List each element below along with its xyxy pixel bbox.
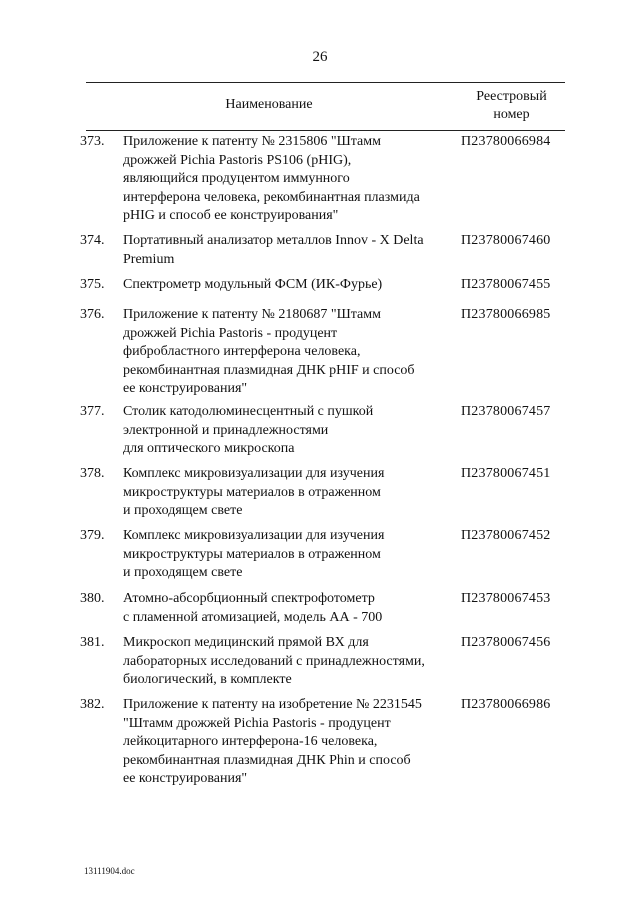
row-number: 377. bbox=[80, 404, 105, 419]
row-number: 376. bbox=[80, 307, 105, 322]
row-number: 374. bbox=[80, 233, 105, 248]
page-number: 26 bbox=[312, 49, 328, 65]
row-number: 380. bbox=[80, 591, 105, 606]
row-registry-number: П23780067451 bbox=[461, 466, 551, 481]
row-registry-number: П23780067452 bbox=[461, 528, 551, 543]
row-description: Комплекс микровизуализации для изучения микроструктуры материалов в отраженном и проходящем свете bbox=[123, 528, 385, 580]
row-registry-number: П23780067457 bbox=[461, 404, 551, 419]
row-registry-number: П23780067456 bbox=[461, 635, 551, 650]
row-number: 381. bbox=[80, 635, 105, 650]
row-description: Приложение к патенту № 2315806 "Штамм дрожжей Pichia Pastoris PS106 (pHIG), являющийся продуцентом иммунного интерферона человека, рекомбинантная плазмида pHIG и способ ее конструирования" bbox=[123, 134, 420, 223]
row-description: Комплекс микровизуализации для изучения микроструктуры материалов в отраженном и проходящем свете bbox=[123, 466, 385, 518]
row-description: Атомно-абсорбционный спектрофотометр с пламенной атомизацией, модель АА - 700 bbox=[123, 591, 383, 625]
row-description: Приложение к патенту на изобретение № 2231545 "Штамм дрожжей Pichia Pastoris - продуцент лейкоцитарного интерферона-16 человека, рекомбинантная плазмидная ДНК Phin и способ ее конструирования" bbox=[123, 697, 422, 786]
row-registry-number: П23780066984 bbox=[461, 134, 551, 149]
row-description: Микроскоп медицинский прямой ВХ для лабораторных исследований с принадлежностями, биологический, в комплекте bbox=[123, 635, 425, 687]
row-description: Столик катодолюминесцентный с пушкой электронной и принадлежностями для оптического микроскопа bbox=[123, 404, 374, 456]
row-description: Спектрометр модульный ФСМ (ИК-Фурье) bbox=[123, 277, 383, 292]
column-header-registry-line2: номер bbox=[493, 107, 530, 122]
row-registry-number: П23780067460 bbox=[461, 233, 551, 248]
row-description: Приложение к патенту № 2180687 "Штамм дрожжей Pichia Pastoris - продуцент фибробластного интерферона человека, рекомбинантная плазмидная ДНК pHIF и способ ее конструирования" bbox=[123, 307, 415, 396]
row-number: 373. bbox=[80, 134, 105, 149]
row-registry-number: П23780067453 bbox=[461, 591, 551, 606]
row-description: Портативный анализатор металлов Innov - X Delta Premium bbox=[123, 233, 424, 267]
row-registry-number: П23780066986 bbox=[461, 697, 551, 712]
row-number: 382. bbox=[80, 697, 105, 712]
row-number: 379. bbox=[80, 528, 105, 543]
column-header-registry-line1: Реестровый bbox=[476, 89, 547, 104]
column-header-name: Наименование bbox=[225, 97, 313, 112]
document-filename: 13111904.doc bbox=[84, 866, 135, 876]
row-number: 375. bbox=[80, 277, 105, 292]
row-number: 378. bbox=[80, 466, 105, 481]
row-registry-number: П23780067455 bbox=[461, 277, 551, 292]
row-registry-number: П23780066985 bbox=[461, 307, 551, 322]
